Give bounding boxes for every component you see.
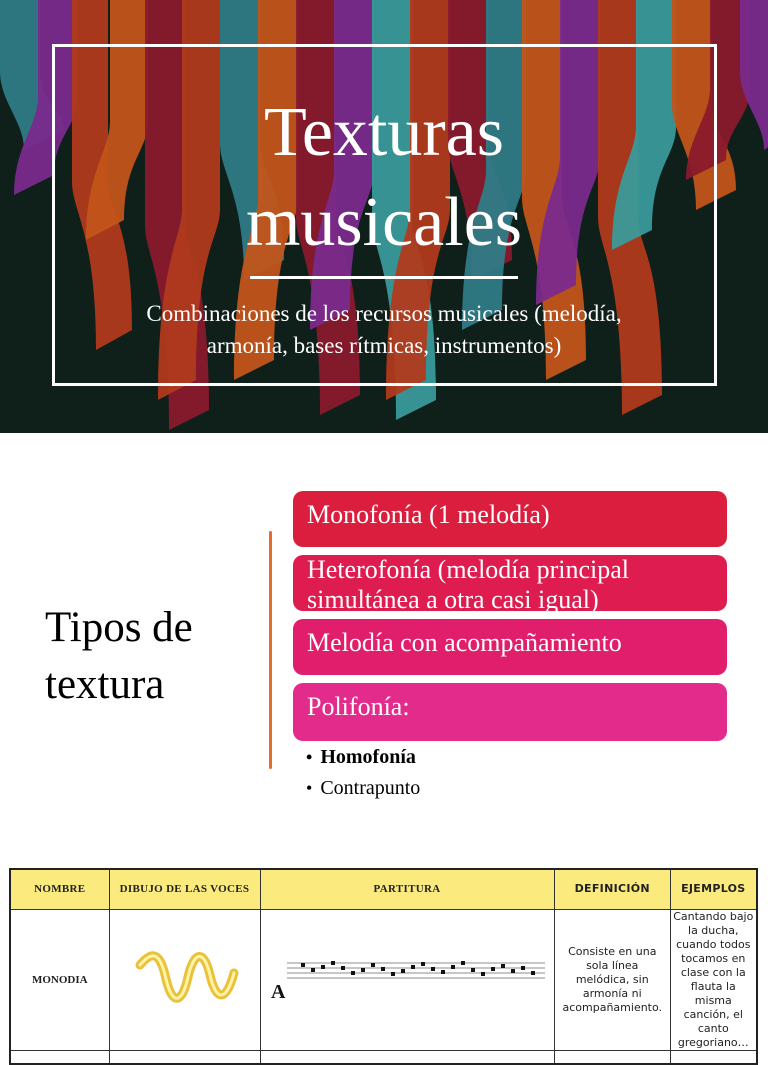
type-heterophony: Heterofonía (melodía principal simultánea a otra casi igual) [293,555,727,611]
neume-note [401,969,405,973]
texture-table-slide [0,865,768,1049]
neume-note [491,967,495,971]
header-name: NOMBRE [10,869,109,909]
header-drawing: DIBUJO DE LAS VOCES [109,869,260,909]
neume-note [511,969,515,973]
neume-note [451,965,455,969]
header-examples: EJEMPLOS [671,869,757,909]
header-definition: DEFINICIÓN [554,869,671,909]
score-cell [260,909,554,1050]
slide-title: Texturas musicales [245,94,523,261]
svg-text:A: A [271,981,286,1003]
gregorian-score-image [267,943,547,1013]
neume-note [371,963,375,967]
slide-subtitle: Combinaciones de los recursos musicales (melodía, armonía, bases rítmicas, instrumentos) [146,301,622,358]
header-score: PARTITURA [260,869,554,909]
neume-note [461,961,465,965]
neume-note [521,966,525,970]
title-underline [250,276,518,279]
neume-note [431,967,435,971]
neume-note [391,972,395,976]
table-row [10,909,757,1050]
divider-line [269,531,272,769]
title-slide [0,0,768,433]
row-name: MONODIA [10,909,109,1050]
type-polyphony: Polifonía: [293,683,727,741]
types-heading: Tipos de textura [45,604,193,708]
table-header-row [10,869,757,909]
neume-note [471,968,475,972]
voice-drawing-cell [109,909,260,1050]
neume-note [341,966,345,970]
neume-note [501,964,505,968]
type-melody-accompaniment: Melodía con acompañamiento [293,619,727,675]
examples-cell: Cantando bajo la ducha, cuando todos tocamos en clase con la flauta la misma canción, el canto gregoriano… [671,909,757,1050]
neume-note [361,968,365,972]
definition-cell: Consiste en una sola línea melódica, sin armonía ni acompañamiento. [554,909,671,1050]
neume-note [421,962,425,966]
texture-table [9,868,758,1065]
neume-note [351,971,355,975]
monody-voice-wave-icon [130,943,240,1013]
neume-note [321,965,325,969]
neume-note [531,971,535,975]
neume-note [381,967,385,971]
table-row [10,1050,757,1064]
subtype-counterpoint: • Contrapunto [306,773,420,804]
neume-note [331,961,335,965]
neume-note [481,972,485,976]
neume-note [411,965,415,969]
neume-note [311,968,315,972]
neume-note [301,963,305,967]
polyphony-subtypes [306,742,420,804]
texture-types-slide [0,433,768,865]
subtype-homophony: • Homofonía [306,742,420,773]
type-monophony: Monofonía (1 melodía) [293,491,727,547]
neume-note [441,970,445,974]
